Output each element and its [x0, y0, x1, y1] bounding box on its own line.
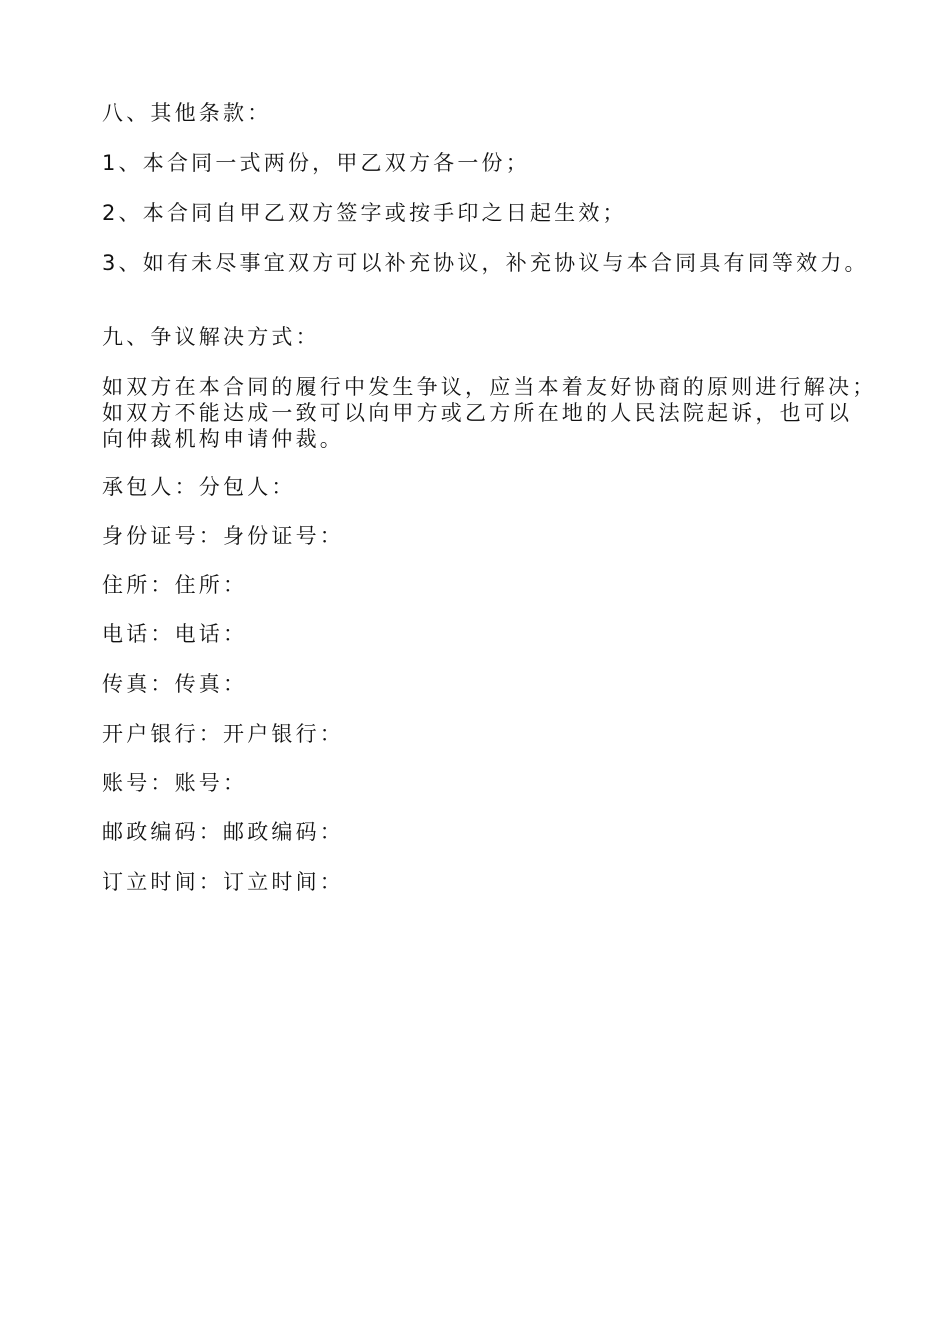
signature-field-fax: 传真：传真：	[102, 672, 248, 696]
signature-field-address: 住所：住所：	[102, 573, 248, 597]
signature-field-postal-code: 邮政编码：邮政编码：	[102, 820, 344, 844]
signature-field-bank: 开户银行：开户银行：	[102, 722, 344, 746]
signature-field-contractor: 承包人：分包人：	[102, 475, 296, 499]
section-8-heading: 八、其他条款：	[102, 101, 272, 125]
dispute-line-1: 如双方在本合同的履行中发生争议，应当本着友好协商的原则进行解决；	[102, 375, 877, 399]
section-9-heading: 九、争议解决方式：	[102, 325, 320, 349]
signature-field-id-number: 身份证号：身份证号：	[102, 524, 344, 548]
signature-field-phone: 电话：电话：	[102, 622, 248, 646]
dispute-line-2: 如双方不能达成一致可以向甲方或乙方所在地的人民法院起诉，也可以	[102, 401, 853, 425]
signature-field-account: 账号：账号：	[102, 771, 248, 795]
dispute-line-3: 向仲裁机构申请仲裁。	[102, 427, 344, 451]
dispute-resolution-paragraph	[102, 374, 876, 452]
section-8-item-2: 2、本合同自甲乙双方签字或按手印之日起生效；	[102, 201, 627, 225]
section-8-item-1: 1、本合同一式两份，甲乙双方各一份；	[102, 151, 530, 175]
signature-field-date: 订立时间：订立时间：	[102, 870, 344, 894]
section-8-item-3: 3、如有未尽事宜双方可以补充协议，补充协议与本合同具有同等效力。	[102, 251, 869, 275]
